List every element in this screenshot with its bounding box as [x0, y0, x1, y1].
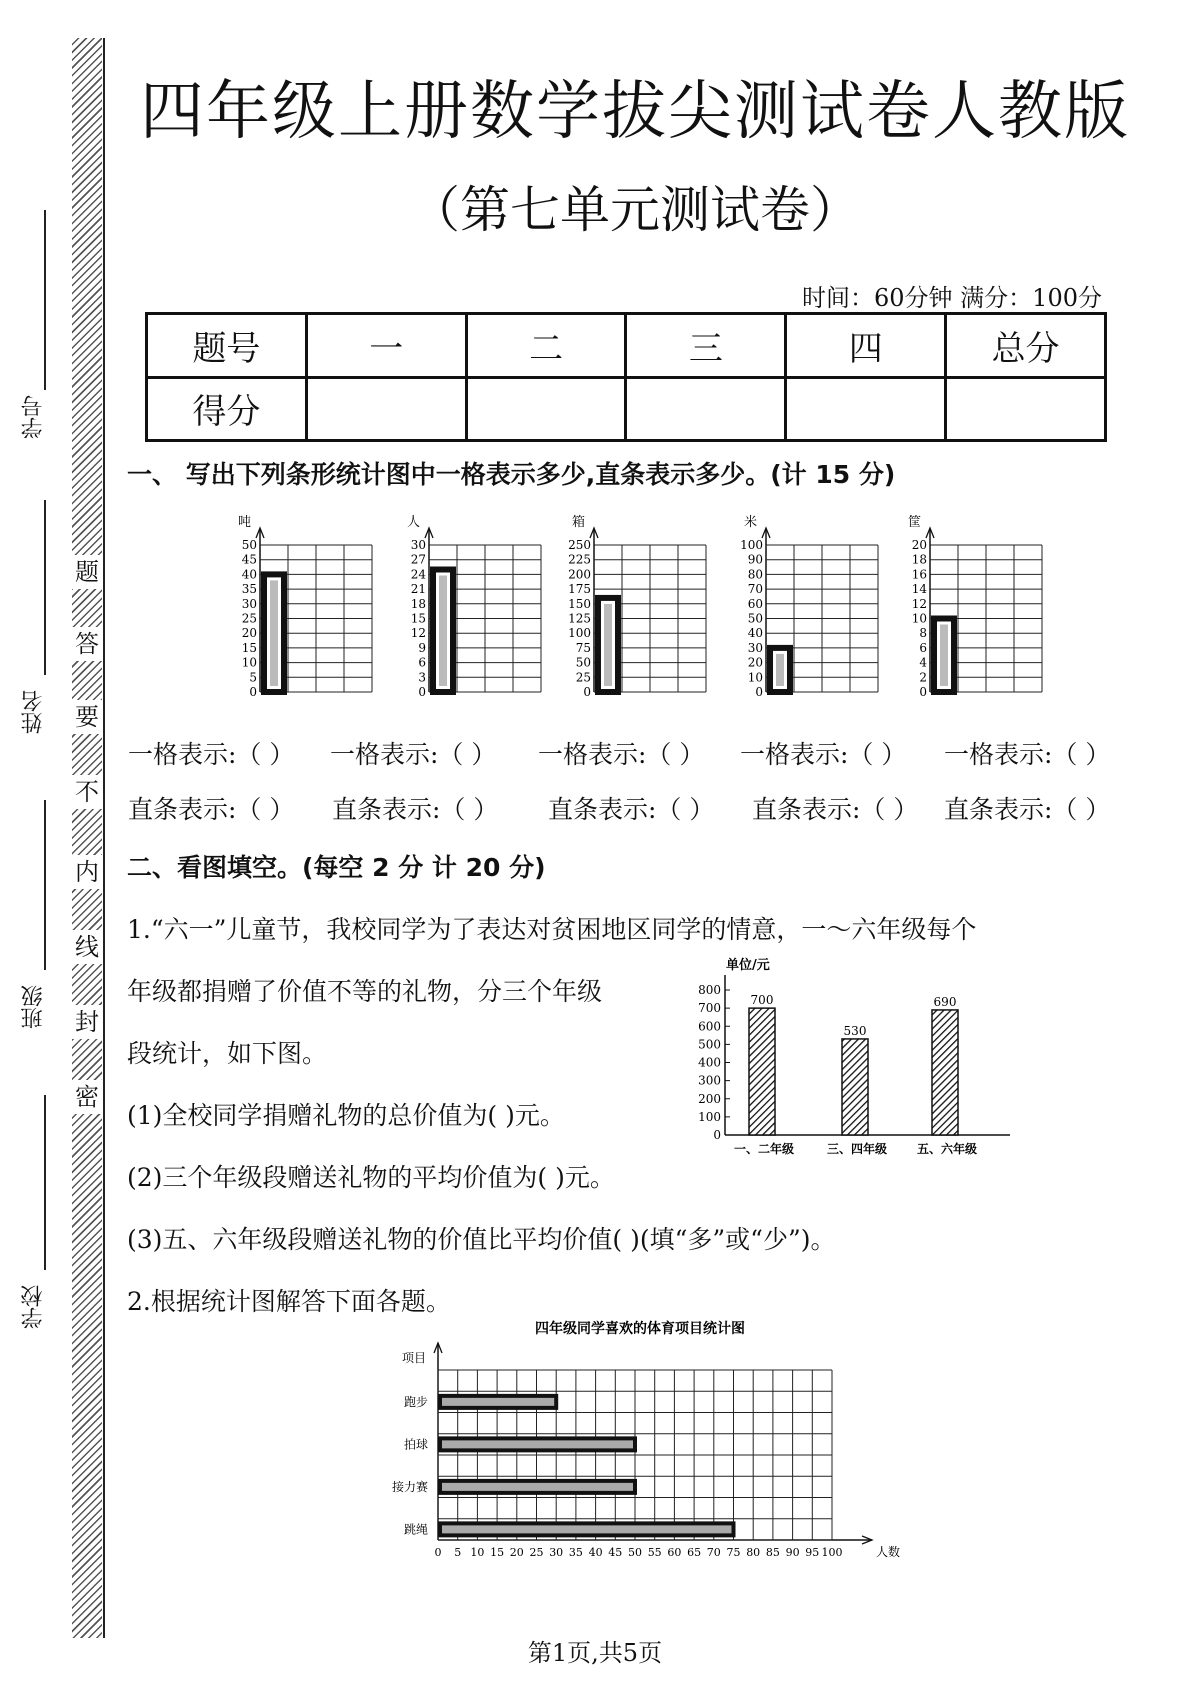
tick-label: 0	[713, 1128, 721, 1142]
tick-label: 8	[919, 626, 927, 641]
cell-value-blank[interactable]: 一格表示:（ ）	[330, 740, 497, 769]
tick-label: 150	[568, 596, 591, 611]
tick-label: 55	[647, 1546, 662, 1559]
category-label: 五、六年级	[916, 1142, 978, 1156]
tick-label: 80	[746, 1546, 761, 1559]
data-label: 530	[843, 1023, 867, 1038]
category-label: 三、四年级	[826, 1142, 888, 1156]
sports-bar-chart	[370, 1315, 901, 1570]
seal-char: 内	[72, 855, 102, 889]
tick-label: 16	[911, 567, 927, 582]
tick-label: 800	[698, 983, 721, 997]
bar-fill	[270, 580, 278, 686]
tick-label: 300	[698, 1073, 721, 1088]
tick-label: 10	[747, 670, 763, 685]
seal-char: 线	[72, 930, 102, 964]
school-blank	[44, 1095, 46, 1270]
chart-unit-label: 筐	[908, 515, 922, 530]
tick-label: 90	[785, 1546, 800, 1559]
tick-label: 20	[241, 626, 257, 641]
x-axis-title: 人数	[876, 1545, 901, 1559]
tick-label: 18	[410, 596, 426, 611]
tick-label: 175	[568, 582, 591, 597]
chart-unit-label: 吨	[238, 515, 252, 530]
tick-label: 50	[747, 611, 763, 626]
q1-part2[interactable]: (2)三个年级段赠送礼物的平均价值为( )元。	[127, 1163, 615, 1192]
tick-label: 6	[418, 655, 426, 670]
score-header: 四	[786, 314, 946, 378]
gift-value-bar-chart	[680, 955, 1020, 1165]
tick-label: 40	[241, 567, 257, 582]
tick-label: 20	[911, 538, 927, 552]
tick-label: 0	[755, 685, 763, 699]
tick-label: 15	[410, 611, 426, 626]
tick-label: 18	[911, 552, 927, 567]
category-label: 拍球	[403, 1437, 428, 1452]
bar-fill	[776, 654, 784, 686]
bar	[440, 1396, 556, 1408]
q1-part3[interactable]: (3)五、六年级段赠送礼物的价值比平均价值( )(填“多”或“少”)。	[127, 1225, 836, 1254]
tick-label: 5	[249, 670, 257, 685]
tick-label: 30	[747, 640, 763, 655]
score-header: 题号	[147, 314, 307, 378]
tick-label: 0	[249, 685, 257, 699]
tick-label: 50	[628, 1546, 642, 1559]
seal-char: 封	[72, 1005, 102, 1039]
tick-label: 12	[911, 596, 927, 611]
page-title: 四年级上册数学拔尖测试卷人教版	[140, 75, 1130, 149]
bar-fill	[439, 576, 447, 687]
binding-margin-line	[103, 38, 105, 1638]
tick-label: 10	[911, 611, 927, 626]
tick-label: 24	[410, 567, 426, 582]
bar	[932, 1010, 958, 1135]
category-label: 接力赛	[391, 1479, 428, 1494]
tick-label: 15	[490, 1546, 505, 1559]
tick-label: 600	[698, 1019, 721, 1034]
tick-label: 100	[740, 538, 763, 552]
tick-label: 45	[241, 552, 257, 567]
tick-label: 80	[747, 567, 763, 582]
tick-label: 200	[568, 567, 591, 582]
q1-text-line3: 段统计，如下图。	[127, 1039, 328, 1068]
tick-label: 65	[687, 1546, 702, 1559]
cell-value-blank[interactable]: 一格表示:（ ）	[538, 740, 705, 769]
score-header: 二	[466, 314, 626, 378]
seal-char: 密	[72, 1080, 102, 1114]
tick-label: 50	[241, 538, 257, 552]
time-score-info: 时间：60分钟 满分：100分	[802, 284, 1102, 312]
tick-label: 0	[434, 1546, 442, 1559]
binding-margin-hatch	[72, 38, 102, 1638]
score-header: 三	[626, 314, 786, 378]
name-blank	[44, 500, 46, 675]
score-cell[interactable]	[306, 377, 466, 441]
tick-label: 100	[568, 626, 591, 641]
student-id-blank	[44, 210, 46, 390]
score-header: 一	[306, 314, 466, 378]
chart-unit-label: 箱	[572, 515, 586, 530]
tick-label: 200	[698, 1091, 721, 1106]
tick-label: 700	[698, 1001, 721, 1016]
tick-label: 30	[410, 538, 426, 552]
tick-label: 250	[568, 538, 591, 552]
tick-label: 100	[821, 1546, 843, 1559]
tick-label: 30	[241, 596, 257, 611]
tick-label: 70	[747, 582, 763, 597]
tick-label: 75	[726, 1546, 741, 1559]
tick-label: 90	[747, 552, 763, 567]
tick-label: 3	[418, 670, 426, 685]
bar-value-blank[interactable]: 直条表示:（ ）	[128, 795, 295, 824]
tick-label: 35	[241, 582, 257, 597]
section1-title: 一、 写出下列条形统计图中一格表示多少,直条表示多少。(计 15 分)	[127, 460, 896, 489]
tick-label: 14	[911, 582, 927, 597]
tick-label: 10	[241, 655, 257, 670]
seal-char: 题	[72, 555, 102, 589]
tick-label: 9	[418, 640, 426, 655]
tick-label: 2	[919, 670, 927, 685]
bar-value-blank[interactable]: 直条表示:（ ）	[944, 795, 1111, 824]
cell-value-blank[interactable]: 一格表示:（ ）	[128, 740, 295, 769]
chart-title: 四年级同学喜欢的体育项目统计图	[535, 1321, 745, 1337]
q1-text-line2: 年级都捐赠了价值不等的礼物，分三个年级	[127, 977, 603, 1006]
tick-label: 125	[568, 611, 591, 626]
tick-label: 225	[568, 552, 591, 567]
tick-label: 20	[509, 1546, 524, 1559]
bar-fill	[604, 604, 612, 686]
section2-title: 二、看图填空。(每空 2 分 计 20 分)	[127, 853, 546, 882]
q1-text-line1: 1.“六一”儿童节，我校同学为了表达对贫困地区同学的情意，一～六年级每个	[127, 915, 977, 944]
score-cell[interactable]	[946, 377, 1106, 441]
bar	[749, 1008, 775, 1135]
bar-fill	[940, 625, 948, 687]
data-label: 690	[933, 994, 957, 1009]
category-label: 跑步	[403, 1394, 428, 1409]
cell-value-blank[interactable]: 一格表示:（ ）	[944, 740, 1111, 769]
page-footer: 第1页,共5页	[527, 1639, 663, 1667]
bar	[440, 1523, 734, 1535]
q1-part1[interactable]: (1)全校同学捐赠礼物的总价值为( )元。	[127, 1101, 565, 1130]
student-id-label: 学号	[21, 395, 46, 439]
page-subtitle: （第七单元测试卷）	[410, 181, 860, 239]
tick-label: 6	[919, 640, 927, 655]
tick-label: 500	[698, 1037, 721, 1052]
cell-value-blank[interactable]: 一格表示:（ ）	[740, 740, 907, 769]
bar	[842, 1039, 868, 1135]
tick-label: 40	[747, 626, 763, 641]
category-label: 跳绳	[403, 1522, 428, 1537]
tick-label: 25	[575, 670, 591, 685]
chart-unit-label: 米	[744, 515, 758, 530]
tick-label: 30	[549, 1546, 564, 1559]
tick-label: 75	[575, 640, 591, 655]
tick-label: 100	[698, 1109, 721, 1124]
tick-label: 21	[410, 582, 426, 597]
tick-label: 0	[583, 685, 591, 699]
tick-label: 70	[706, 1546, 721, 1559]
class-label: 班级	[21, 985, 46, 1029]
tick-label: 25	[529, 1546, 544, 1559]
tick-label: 27	[410, 552, 426, 567]
tick-label: 20	[747, 655, 763, 670]
tick-label: 12	[410, 626, 426, 641]
tick-label: 10	[470, 1546, 485, 1559]
bar	[440, 1481, 635, 1493]
bar-value-blank[interactable]: 直条表示:（ ）	[752, 795, 919, 824]
tick-label: 60	[667, 1546, 682, 1559]
seal-char: 不	[72, 775, 102, 809]
data-label: 700	[750, 993, 774, 1008]
tick-label: 50	[575, 655, 591, 670]
tick-label: 60	[747, 596, 763, 611]
score-cell[interactable]	[466, 377, 626, 441]
score-row-label: 得分	[147, 377, 307, 441]
bar	[440, 1438, 635, 1450]
tick-label: 35	[568, 1546, 583, 1559]
bar-value-blank[interactable]: 直条表示:（ ）	[332, 795, 499, 824]
tick-label: 400	[698, 1055, 721, 1070]
y-axis-title: 项目	[401, 1351, 426, 1365]
score-cell[interactable]	[626, 377, 786, 441]
q2-text: 2.根据统计图解答下面各题。	[127, 1287, 451, 1316]
tick-label: 5	[454, 1546, 462, 1559]
tick-label: 45	[608, 1546, 623, 1559]
y-axis-title: 单位/元	[726, 958, 770, 973]
score-cell[interactable]	[786, 377, 946, 441]
name-label: 姓名	[21, 690, 46, 734]
tick-label: 15	[241, 640, 257, 655]
tick-label: 95	[805, 1546, 820, 1559]
tick-label: 0	[418, 685, 426, 699]
category-label: 一、二年级	[733, 1142, 795, 1156]
seal-char: 答	[72, 627, 102, 661]
tick-label: 25	[241, 611, 257, 626]
tick-label: 4	[919, 655, 927, 670]
tick-label: 40	[588, 1546, 603, 1559]
seal-char: 要	[72, 700, 102, 734]
class-blank	[44, 800, 46, 970]
chart-unit-label: 人	[407, 515, 421, 530]
mini-bar-charts	[110, 510, 1120, 710]
tick-label: 85	[765, 1546, 780, 1559]
bar-value-blank[interactable]: 直条表示:（ ）	[548, 795, 715, 824]
tick-label: 0	[919, 685, 927, 699]
school-label: 学校	[21, 1285, 46, 1329]
score-table	[145, 312, 1107, 442]
score-header: 总分	[946, 314, 1106, 378]
